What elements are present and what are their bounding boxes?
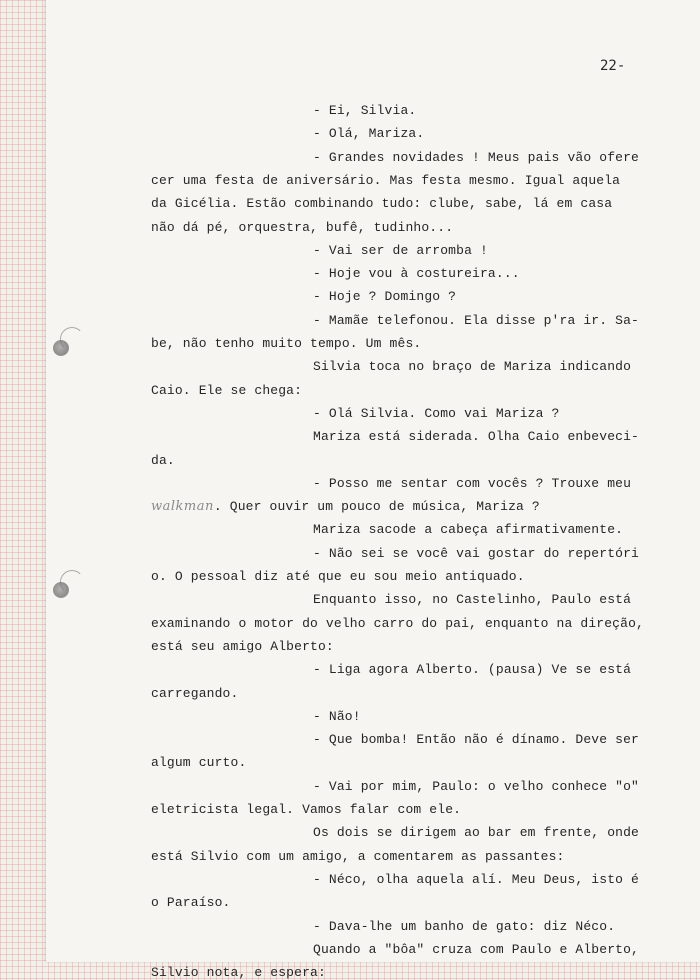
text-line: o. O pessoal diz até que eu sou meio antiquado. [151, 569, 525, 584]
text-line: Caio. Ele se chega: [151, 382, 303, 398]
text-line: está Silvio com um amigo, a comentarem as passantes: [151, 848, 565, 864]
punch-hole-mark-icon [60, 327, 84, 351]
text-line: examinando o motor do velho carro do pai, enquanto na direção, [151, 615, 644, 631]
text-line: da. [151, 452, 175, 468]
text-line: carregando. [151, 685, 239, 701]
text-line: - Mamãe telefonou. Ela disse p'ra ir. Sa- [313, 312, 640, 328]
text-line: be, não tenho muito tempo. Um mês. [151, 336, 422, 351]
handwritten-word: walkman [151, 499, 214, 515]
text-line: - Olá, Mariza. [313, 126, 425, 142]
text-line: - Ei, Silvia. [313, 103, 417, 118]
text-line: - Não! [313, 708, 361, 724]
text-line: Mariza sacode a cabeça afirmativamente. [313, 522, 624, 538]
text-line: Mariza está siderada. Olha Caio enbeveci- [313, 429, 640, 445]
text-line: - Néco, olha aquela alí. Meu Deus, isto é [313, 871, 640, 887]
text-line: - Hoje vou à costureira... [313, 266, 520, 282]
text-line: Silvio nota, e espera: [151, 965, 326, 980]
text-line: Silvia toca no braço de Mariza indicando [313, 359, 632, 375]
text-line: não dá pé, orquestra, bufê, tudinho... [151, 219, 454, 235]
text-line: eletricista legal. Vamos falar com ele. [151, 802, 462, 817]
text-line: - Grandes novidades ! Meus pais vão ofere [313, 149, 640, 165]
text-line: - Que bomba! Então não é dínamo. Deve ser [313, 732, 640, 748]
text-line: algum curto. [151, 755, 247, 771]
text-line: - Hoje ? Domingo ? [313, 289, 457, 305]
text-line: Os dois se dirigem ao bar em frente, onde [313, 825, 640, 841]
text-line: Quando a "bôa" cruza com Paulo e Alberto, [313, 941, 640, 957]
text-line: - Vai ser de arromba ! [313, 242, 488, 258]
text-line: - Posso me sentar com vocês ? Trouxe meu [313, 475, 632, 491]
text-line: - Olá Silvia. Como vai Mariza ? [313, 405, 560, 421]
text-line: cer uma festa de aniversário. Mas festa mesmo. Igual aquela [151, 172, 621, 188]
text-line: está seu amigo Alberto: [151, 638, 334, 654]
punch-hole-mark-icon [60, 570, 84, 594]
text-line: walkman. Quer ouvir um pouco de música, Mariza ? [151, 499, 540, 515]
page-number: 22- [600, 58, 626, 74]
text-line: - Dava-lhe um banho de gato: diz Néco. [313, 918, 616, 934]
text-line: - Vai por mim, Paulo: o velho conhece "o" [313, 778, 640, 794]
text-line: - Liga agora Alberto. (pausa) Ve se está [313, 662, 632, 678]
text-line: - Não sei se você vai gostar do repertóri [313, 545, 640, 561]
text-line: Enquanto isso, no Castelinho, Paulo está [313, 592, 632, 608]
text-line: o Paraíso. [151, 895, 231, 911]
text-line: da Gicélia. Estão combinando tudo: clube, sabe, lá em casa [151, 196, 613, 212]
